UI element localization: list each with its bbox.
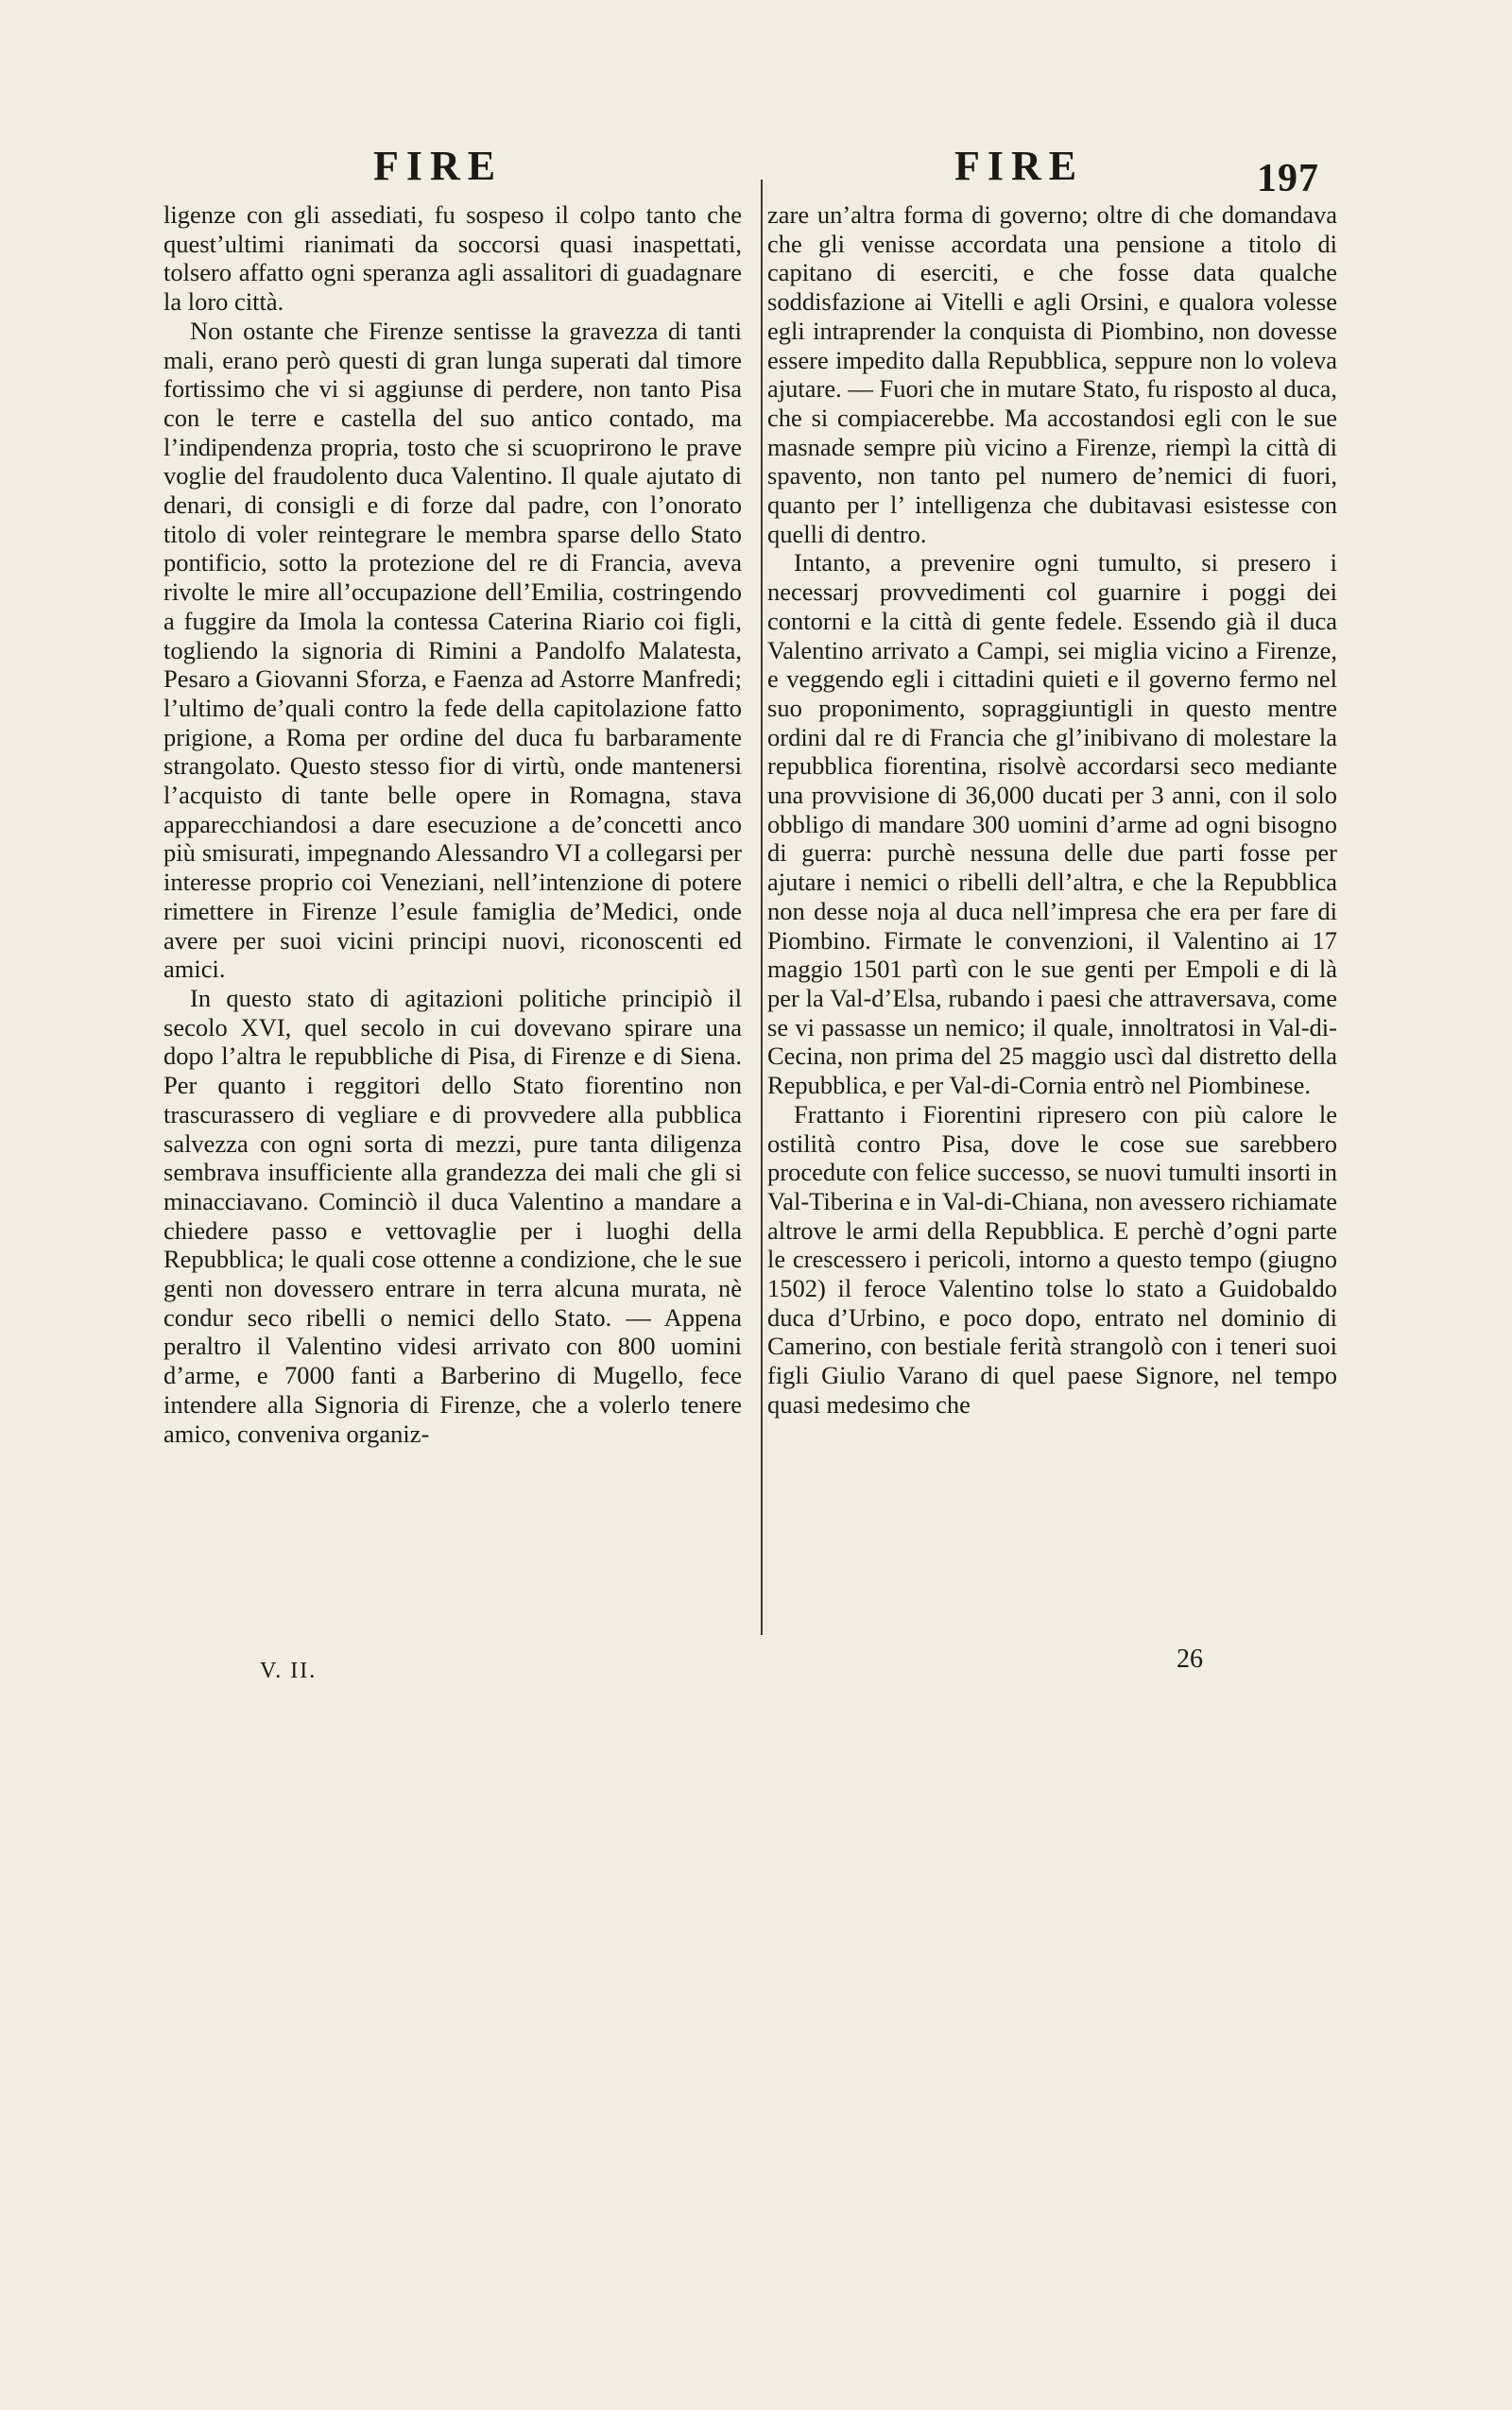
left-paragraph-3: In questo stato di agitazioni politiche principiò il secolo XVI, quel secolo in cui dovevano spirare una dopo l’altra le repubbliche di Pisa, di Firenze e di Siena. Per quanto i reggitori dello Stato fiorentino non trascurassero di vegliare e di provvedere alla pubblica salvezza con ogni sorta di mezzi, pure tanta diligenza sembrava insufficiente alla grandezza dei mali che gli si minacciavano. Cominciò il duca Valentino a mandare a chiedere passo e vettovaglie per i luoghi della Repubblica; le quali cose ottenne a condizione, che le sue genti non dovessero entrare in terra alcuna murata, nè condur seco ribelli o nemici dello Stato. — Appena peraltro il Valentino videsi arrivato con 800 uomini d’arme, e 7000 fanti a Barberino di Mugello, fece intendere alla Signoria di Firenze, che a volerlo tenere amico, conveniva organiz- xyxy=(163,983,742,1448)
running-header-right: FIRE xyxy=(954,143,1085,189)
left-paragraph-2: Non ostante che Firenze sentisse la gravezza di tanti mali, erano però questi di gran lunga superati dal timore fortissimo che vi si aggiunse di perdere, non tanto Pisa con le terre e castella del suo antico contado, ma l’indipendenza propria, tosto che si scuoprirono le prave voglie del fraudolento duca Valentino. Il quale ajutato di denari, di consigli e di forze dal padre, con l’onorato titolo di voler reintegrare le membra sparse dello Stato pontificio, sotto la protezione del re di Francia, aveva rivolte le mire all’occupazione dell’Emilia, costringendo a fuggire da Imola la contessa Caterina Riario coi figli, togliendo la signoria di Rimini a Pandolfo Malatesta, Pesaro a Giovanni Sforza, e Faenza ad Astorre Manfredi; l’ultimo de’quali contro la fede della capitolazione fatto prigione, a Roma per ordine del duca fu barbaramente strangolato. Questo stesso fior di virtù, onde mantenersi l’acquisto di tante belle opere in Romagna, stava apparecchiandosi a dare esecuzione a de’concetti anco più smisurati, impegnando Alessandro VI a collegarsi per interesse proprio coi Veneziani, nell’intenzione di potere rimettere in Firenze l’esule famiglia de’Medici, onde avere per suoi vicini principi nuovi, riconoscenti ed amici. xyxy=(163,316,742,984)
right-paragraph-2: Intanto, a prevenire ogni tumulto, si presero i necessarj provvedimenti col guarnire i poggi dei contorni e la città di gente fedele. Essendo già il duca Valentino arrivato a Campi, sei miglia vicino a Firenze, e veggendo egli i cittadini quieti e il governo fermo nel suo proponimento, sopraggiuntigli in questo mentre ordini dal re di Francia che gl’inibivano di molestare la repubblica fiorentina, risolvè accordarsi seco mediante una provvisione di 36,000 ducati per 3 anni, con il solo obbligo di mandare 300 uomini d’arme ad ogni bisogno di guerra: purchè nessuna delle due parti fosse per ajutare i nemici o ribelli dell’altra, e che la Repubblica non desse noja al duca nell’impresa che era per fare di Piombino. Firmate le convenzioni, il Valentino ai 17 maggio 1501 partì con le sue genti per Empoli e di là per la Val-d’Elsa, rubando i paesi che attraversava, come se vi passasse un nemico; il quale, innoltratosi in Val-di-Cecina, non prima del 25 maggio uscì dal distretto della Repubblica, e per Val-di-Cornia entrò nel Piombinese. xyxy=(767,548,1337,1100)
left-paragraph-1: ligenze con gli assediati, fu sospeso il colpo tanto che quest’ultimi rianimati da soccorsi quasi inaspettati, tolsero affatto ogni speranza agli assalitori di guadagnare la loro città. xyxy=(163,200,742,317)
column-divider xyxy=(761,180,763,1635)
page-number: 197 xyxy=(1257,157,1319,200)
gathering-signature: V. II. xyxy=(260,1659,318,1683)
left-column xyxy=(163,200,742,1448)
right-column xyxy=(767,200,1337,1420)
right-paragraph-1: zare un’altra forma di governo; oltre di che domandava che gli venisse accordata una pensione a titolo di capitano di eserciti, e che fosse data qualche soddisfazione ai Vitelli e agli Orsini, e qualora volesse egli intraprender la conquista di Piombino, non dovesse essere impedito dalla Repubblica, seppure non lo voleva ajutare. — Fuori che in mutare Stato, fu risposto al duca, che si compiacerebbe. Ma accostandosi egli con le sue masnade sempre più vicino a Firenze, riempì la città di spavento, non tanto pel numero de’nemici di fuori, quanto per l’ intelligenza che dubitavasi esistesse con quelli di dentro. xyxy=(767,200,1337,548)
running-header-left: FIRE xyxy=(373,143,504,189)
right-paragraph-3: Frattanto i Fiorentini ripresero con più calore le ostilità contro Pisa, dove le cose sue sarebbero procedute con felice successo, se nuovi tumulti insorti in Val-Tiberina e in Val-di-Chiana, non avessero richiamate altrove le armi della Repubblica. E perchè d’ogni parte le crescessero i pericoli, intorno a questo tempo (giugno 1502) il feroce Valentino tolse lo stato a Guidobaldo duca d’Urbino, e poco dopo, entrato nel dominio di Camerino, con bestiale ferità strangolò con i teneri suoi figli Giulio Varano di quel paese Signore, nel tempo quasi medesimo che xyxy=(767,1099,1337,1419)
folio-number: 26 xyxy=(1177,1644,1203,1674)
